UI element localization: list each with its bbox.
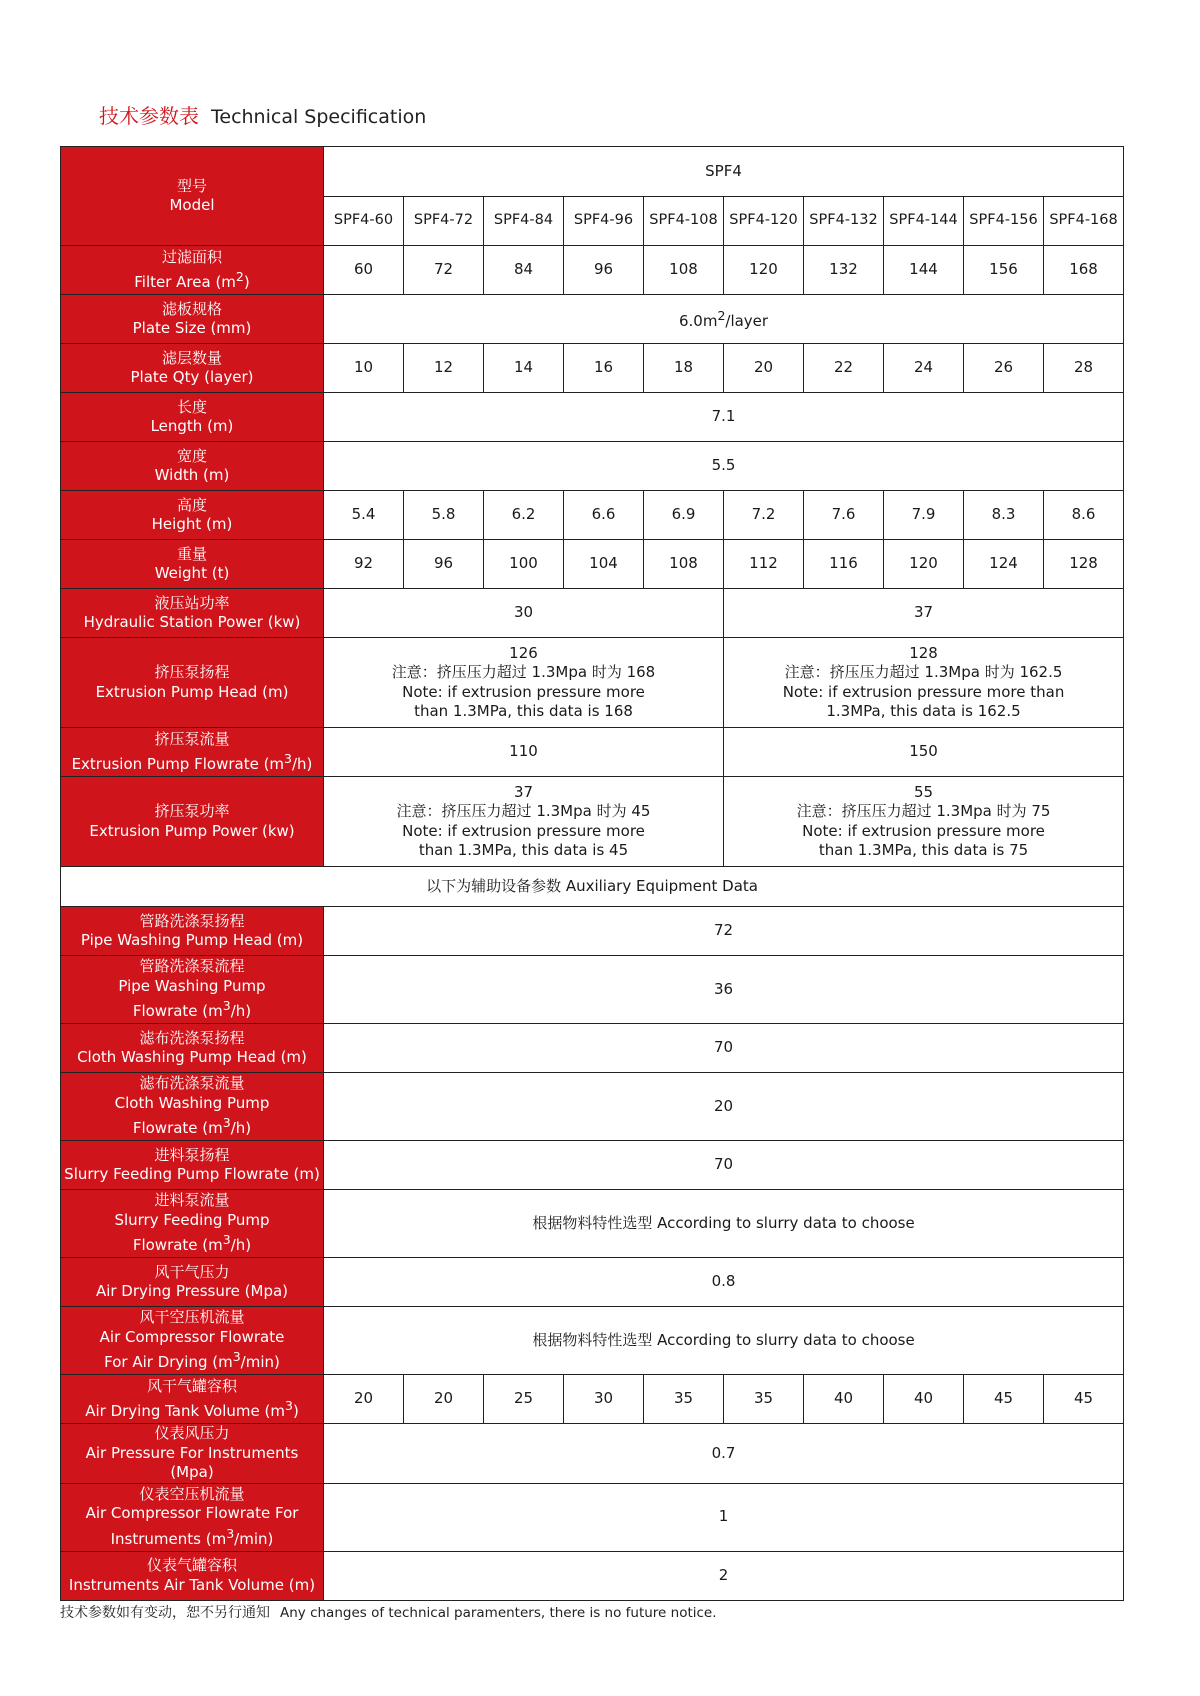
row-label-pump-flowrate: 挤压泵流量 Extrusion Pump Flowrate $(m^3/h)$ — [61, 728, 324, 777]
value-cell: 72 — [404, 246, 484, 295]
value-cell: 7.9 — [884, 491, 964, 540]
value-cell: 6.9 — [644, 491, 724, 540]
value-cell: 1 — [324, 1483, 1124, 1551]
table-row-air-dry-pressure — [61, 1258, 1124, 1307]
table-row-instr-pressure — [61, 1424, 1124, 1484]
aux-section-header: 以下为辅助设备参数 Auxiliary Equipment Data — [61, 867, 1124, 907]
table-row-pump-flowrate — [61, 728, 1124, 777]
value-cell: 60 — [324, 246, 404, 295]
value-cell: 132 — [804, 246, 884, 295]
value-cell: 28 — [1044, 344, 1124, 393]
value-cell: 8.3 — [964, 491, 1044, 540]
row-label-pump-power: 挤压泵功率 Extrusion Pump Power (kw) — [61, 777, 324, 867]
row-label-weight: 重量 Weight (t) — [61, 540, 324, 589]
row-label-cloth-wash-head: 滤布洗涤泵扬程 Cloth Washing Pump Head (m) — [61, 1024, 324, 1073]
table-row-width — [61, 442, 1124, 491]
table-row-slurry-head — [61, 1141, 1124, 1190]
table-row-weight — [61, 540, 1124, 589]
note-cell: 37 注意：挤压压力超过 1.3Mpa 时为 45 Note: if extrusion pressure more than 1.3MPa, this data is 45 — [324, 777, 724, 867]
value-cell: 7.6 — [804, 491, 884, 540]
value-cell: 20 — [324, 1375, 404, 1424]
value-cell: 108 — [644, 540, 724, 589]
row-label-pump-head: 挤压泵扬程 Extrusion Pump Head (m) — [61, 638, 324, 728]
value-cell: 45 — [1044, 1375, 1124, 1424]
table-row-pipe-wash-flow — [61, 956, 1124, 1024]
value-cell: 96 — [404, 540, 484, 589]
value-cell: 7.1 — [324, 393, 1124, 442]
table-row-plate-qty — [61, 344, 1124, 393]
note-cell: 55 注意：挤压压力超过 1.3Mpa 时为 75 Note: if extrusion pressure more than 1.3MPa, this data is 75 — [724, 777, 1124, 867]
value-cell: 8.6 — [1044, 491, 1124, 540]
value-cell: 72 — [324, 907, 1124, 956]
value-cell: 0.8 — [324, 1258, 1124, 1307]
value-cell: 6.6 — [564, 491, 644, 540]
value-cell: 104 — [564, 540, 644, 589]
table-row-hydraulic-power — [61, 589, 1124, 638]
row-label-length: 长度 Length (m) — [61, 393, 324, 442]
row-label-instr-pressure: 仪表风压力 Air Pressure For Instruments (Mpa) — [61, 1424, 324, 1484]
value-cell: 45 — [964, 1375, 1044, 1424]
spec-table — [60, 146, 1124, 1601]
value-cell: 16 — [564, 344, 644, 393]
value-cell: 96 — [564, 246, 644, 295]
table-row-air-tank — [61, 1375, 1124, 1424]
value-cell: 150 — [724, 728, 1124, 777]
value-cell: 22 — [804, 344, 884, 393]
value-cell: 5.4 — [324, 491, 404, 540]
value-cell: 70 — [324, 1024, 1124, 1073]
row-label-air-comp-dry: 风干空压机流量 Air Compressor Flowrate For Air Drying $(m^3/\min)$ — [61, 1307, 324, 1375]
row-label-air-dry-pressure: 风干气压力 Air Drying Pressure (Mpa) — [61, 1258, 324, 1307]
value-cell: 12 — [404, 344, 484, 393]
row-label-width: 宽度 Width (m) — [61, 442, 324, 491]
table-row-pump-head — [61, 638, 1124, 728]
row-label-slurry-head: 进料泵扬程 Slurry Feeding Pump Flowrate (m) — [61, 1141, 324, 1190]
series-cell: SPF4 — [324, 147, 1124, 197]
value-cell: 36 — [324, 956, 1124, 1024]
model-cell: SPF4-84 — [484, 197, 564, 246]
value-cell: 24 — [884, 344, 964, 393]
footnote-en: Any changes of technical paramenters, there is no future notice. — [280, 1605, 717, 1621]
value-cell: 30 — [324, 589, 724, 638]
row-label-air-tank: 风干气罐容积 Air Drying Tank Volume $(m^3)$ — [61, 1375, 324, 1424]
row-label-height: 高度 Height (m) — [61, 491, 324, 540]
value-cell: 30 — [564, 1375, 644, 1424]
row-label-pipe-wash-head: 管路洗涤泵扬程 Pipe Washing Pump Head (m) — [61, 907, 324, 956]
value-cell: 92 — [324, 540, 404, 589]
page-title — [99, 100, 426, 129]
model-cell: SPF4-132 — [804, 197, 884, 246]
table-row-air-comp-dry — [61, 1307, 1124, 1375]
table-row-height — [61, 491, 1124, 540]
value-cell: 37 — [724, 589, 1124, 638]
table-row-cloth-wash-head — [61, 1024, 1124, 1073]
row-label-plate-size: 滤板规格 Plate Size (mm) — [61, 295, 324, 344]
value-cell: 116 — [804, 540, 884, 589]
value-cell: 35 — [644, 1375, 724, 1424]
page-title-cn: 技术参数表 — [99, 104, 199, 128]
value-cell: 40 — [884, 1375, 964, 1424]
value-cell: 25 — [484, 1375, 564, 1424]
value-cell: 根据物料特性选型 According to slurry data to choose — [324, 1307, 1124, 1375]
value-cell: 84 — [484, 246, 564, 295]
page-title-en: Technical Specification — [211, 106, 427, 128]
value-cell: 18 — [644, 344, 724, 393]
footnote-cn: 技术参数如有变动，恕不另行通知 — [60, 1605, 270, 1621]
value-cell: 10 — [324, 344, 404, 393]
note-cell: 128 注意：挤压压力超过 1.3Mpa 时为 162.5 Note: if extrusion pressure more than 1.3MPa, this data is 162.5 — [724, 638, 1124, 728]
value-cell: 108 — [644, 246, 724, 295]
table-row-cloth-wash-flow — [61, 1073, 1124, 1141]
value-cell: 20 — [324, 1073, 1124, 1141]
table-row-instr-tank — [61, 1551, 1124, 1600]
value-cell: 120 — [724, 246, 804, 295]
value-cell: 70 — [324, 1141, 1124, 1190]
value-cell: 156 — [964, 246, 1044, 295]
value-cell: 110 — [324, 728, 724, 777]
model-cell: SPF4-168 — [1044, 197, 1124, 246]
value-cell: 168 — [1044, 246, 1124, 295]
footnote — [60, 1602, 717, 1622]
model-cell: SPF4-108 — [644, 197, 724, 246]
table-row-series — [61, 147, 1124, 197]
model-cell: SPF4-60 — [324, 197, 404, 246]
row-label-instr-tank: 仪表气罐容积 Instruments Air Tank Volume (m) — [61, 1551, 324, 1600]
value-cell: 7.2 — [724, 491, 804, 540]
value-cell: 40 — [804, 1375, 884, 1424]
model-cell: SPF4-144 — [884, 197, 964, 246]
table-row-aux-header — [61, 867, 1124, 907]
model-cell: SPF4-72 — [404, 197, 484, 246]
table-row-length — [61, 393, 1124, 442]
value-cell: 124 — [964, 540, 1044, 589]
row-label-pipe-wash-flow: 管路洗涤泵流程 Pipe Washing Pump Flowrate $(m^3/h)$ — [61, 956, 324, 1024]
table-row-plate-size — [61, 295, 1124, 344]
value-cell: 5.5 — [324, 442, 1124, 491]
value-cell: 26 — [964, 344, 1044, 393]
value-cell: 根据物料特性选型 According to slurry data to choose — [324, 1190, 1124, 1258]
value-cell: 2 — [324, 1551, 1124, 1600]
value-cell: 100 — [484, 540, 564, 589]
value-cell: 6.2 — [484, 491, 564, 540]
model-cell: SPF4-96 — [564, 197, 644, 246]
note-cell: 126 注意：挤压压力超过 1.3Mpa 时为 168 Note: if extrusion pressure more than 1.3MPa, this data is 168 — [324, 638, 724, 728]
row-label-plate-qty: 滤层数量 Plate Qty (layer) — [61, 344, 324, 393]
row-label-filter-area: 过滤面积 Filter Area $(m^2)$ — [61, 246, 324, 295]
table-row-instr-comp — [61, 1483, 1124, 1551]
value-cell: 128 — [1044, 540, 1124, 589]
value-cell: 35 — [724, 1375, 804, 1424]
value-cell: $6.0m^2$/layer — [324, 295, 1124, 344]
row-label-model: 型号 Model — [61, 147, 324, 246]
row-label-instr-comp: 仪表空压机流量 Air Compressor Flowrate For Instruments $(m^3/\min)$ — [61, 1483, 324, 1551]
value-cell: 0.7 — [324, 1424, 1124, 1484]
value-cell: 120 — [884, 540, 964, 589]
model-cell: SPF4-156 — [964, 197, 1044, 246]
value-cell: 144 — [884, 246, 964, 295]
value-cell: 14 — [484, 344, 564, 393]
table-row-pipe-wash-head — [61, 907, 1124, 956]
model-cell: SPF4-120 — [724, 197, 804, 246]
table-row-pump-power — [61, 777, 1124, 867]
value-cell: 20 — [404, 1375, 484, 1424]
table-row-slurry-flow — [61, 1190, 1124, 1258]
row-label-cloth-wash-flow: 滤布洗涤泵流量 Cloth Washing Pump Flowrate $(m^3/h)$ — [61, 1073, 324, 1141]
row-label-hydraulic-power: 液压站功率 Hydraulic Station Power (kw) — [61, 589, 324, 638]
value-cell: 112 — [724, 540, 804, 589]
row-label-slurry-flow: 进料泵流量 Slurry Feeding Pump Flowrate $(m^3/h)$ — [61, 1190, 324, 1258]
table-row-filter-area — [61, 246, 1124, 295]
value-cell: 5.8 — [404, 491, 484, 540]
value-cell: 20 — [724, 344, 804, 393]
